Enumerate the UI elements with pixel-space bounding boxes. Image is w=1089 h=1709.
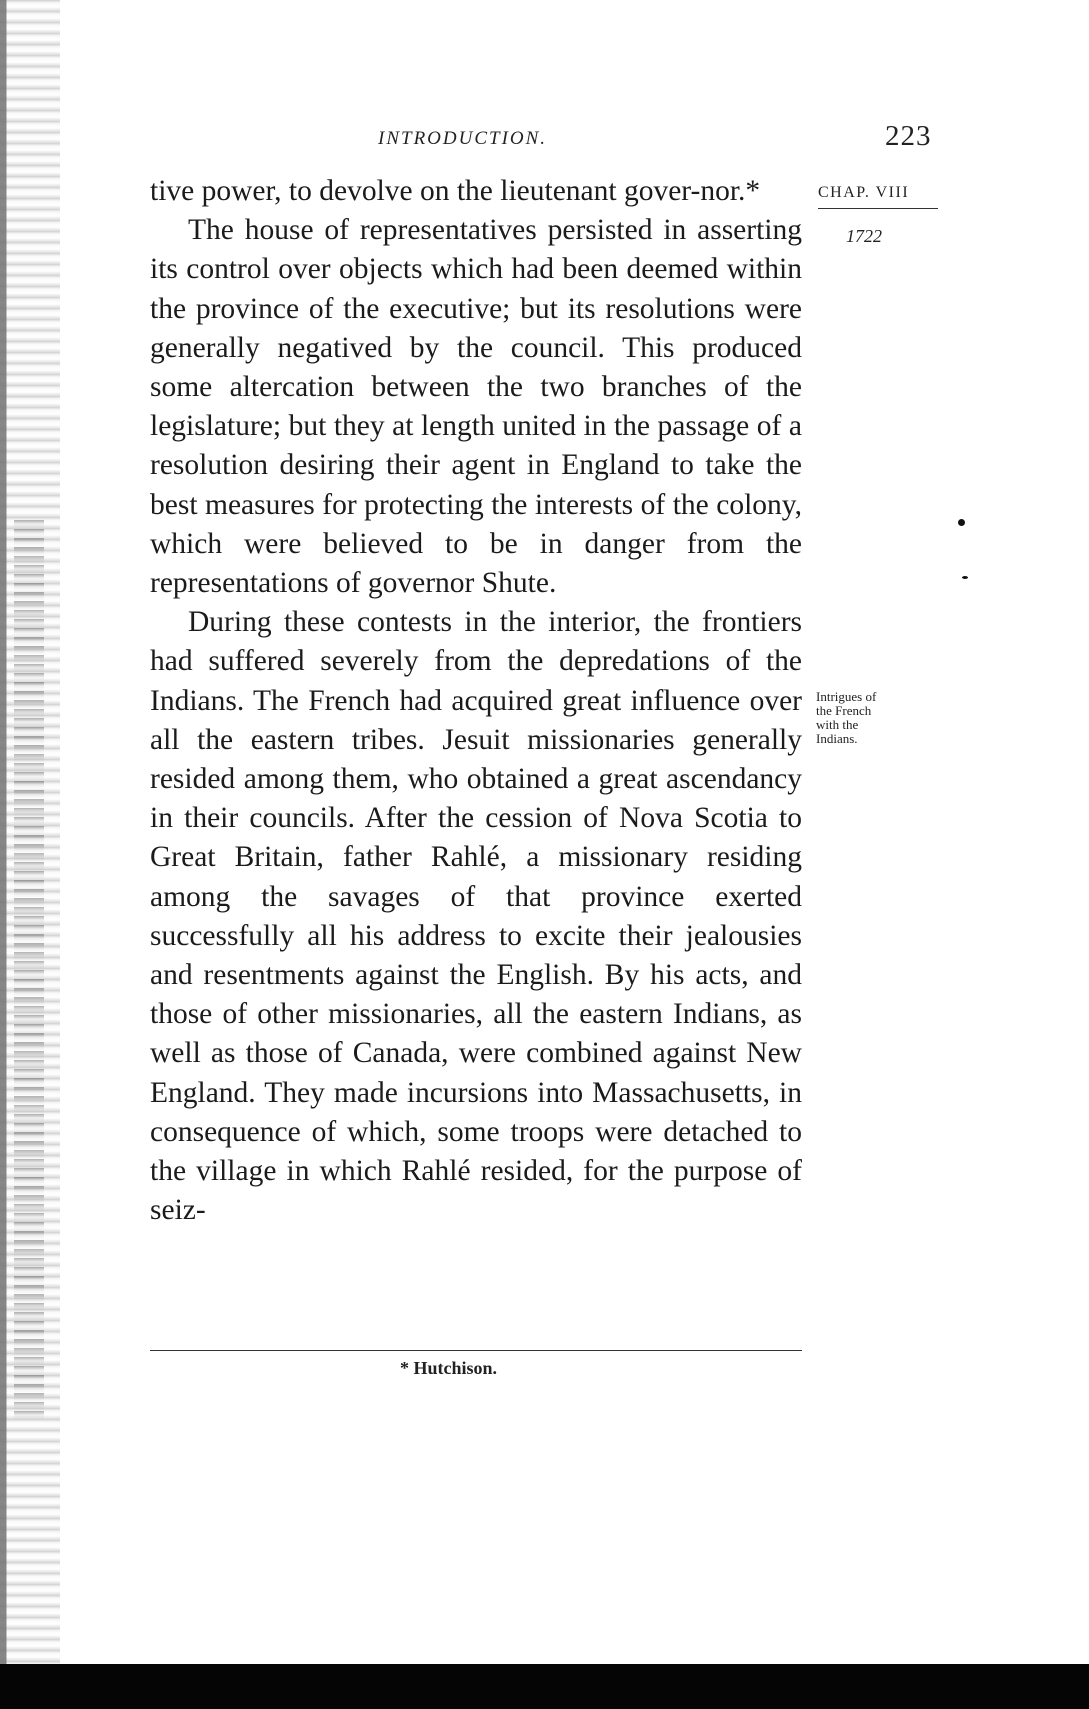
scan-edge-noise: [14, 520, 44, 1420]
ink-speck: [958, 519, 965, 526]
margin-year: 1722: [846, 226, 882, 246]
body-text: [150, 172, 802, 1230]
page-number: 223: [885, 120, 932, 152]
paragraph: tive power, to devolve on the lieutenant gover-nor.*: [150, 175, 761, 207]
margin-note-line: with the: [816, 717, 859, 732]
ink-speck: [962, 576, 968, 579]
paragraph: During these contests in the interior, the frontiers had suffered severely from the depredations of the Indians. The French had acquired great influence over all the eastern tribes. Jesuit missionaries generally resided among them, who obtained a great ascendancy in their councils. After the cession of Nova Scotia to Great Britain, father Rahlé, a missionary residing among the savages of that province exerted successfully all his address to excite their jealousies and resentments against the English. By his acts, and those of other missionaries, all the eastern Indians, as well as those of Canada, were combined against New England. They made incursions into Massachusetts, in consequence of which, some troops were detached to the village in which Rahlé resided, for the purpose of seiz-: [150, 606, 802, 1227]
margin-note-line: Indians.: [816, 731, 858, 746]
running-head: INTRODUCTION.: [378, 128, 548, 149]
footnote-rule: [150, 1350, 802, 1351]
margin-note-line: Intrigues of: [816, 689, 877, 704]
paragraph: The house of representatives persisted in asserting its control over objects which had been deemed within the province of the executive; but its resolutions were generally negatived by the council. This produced some altercation between the two branches of the legislature; but they at length united in the passage of a resolution desiring their agent in England to take the best measures for protecting the interests of the colony, which were believed to be in danger from the representations of governor Shute.: [150, 214, 802, 600]
margin-chapter: CHAP. VIII: [818, 184, 938, 209]
margin-note-intrigues: [816, 690, 926, 746]
footnote: * Hutchison.: [400, 1358, 498, 1378]
margin-note-line: the French: [816, 703, 872, 718]
scan-edge-bottom: [0, 1664, 1089, 1709]
